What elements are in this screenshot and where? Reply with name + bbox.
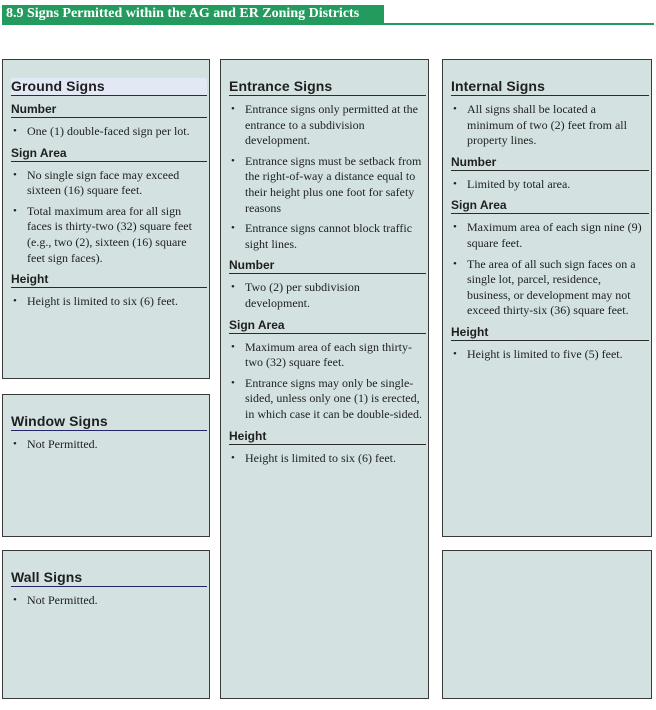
title-divider [2, 23, 654, 25]
internal-height-heading: Height [451, 325, 649, 341]
entrance-signs-panel [220, 59, 429, 699]
internal-signs-title: Internal Signs [451, 78, 649, 96]
ground-signs-title: Ground Signs [11, 78, 207, 96]
wall-signs-title: Wall Signs [11, 569, 207, 587]
list-item: • Not Permitted. [27, 437, 203, 453]
internal-signs-panel [442, 59, 652, 537]
ground-area-list [3, 168, 209, 267]
entrance-general-list [221, 102, 428, 252]
section-title: 8.9 Signs Permitted within the AG and ER Zoning Districts [2, 5, 384, 23]
entrance-height-heading: Height [229, 429, 426, 445]
list-item: • Not Permitted. [27, 593, 203, 609]
ground-height-list [3, 294, 209, 310]
internal-number-list [443, 177, 651, 193]
entrance-height-list [221, 451, 428, 467]
internal-area-list [443, 220, 651, 319]
list-item: • One (1) double-faced sign per lot. [27, 124, 203, 140]
entrance-sign-area-heading: Sign Area [229, 318, 426, 334]
list-item: • Two (2) per subdivision development. [245, 280, 422, 311]
list-item: • No single sign face may exceed sixteen (16) square feet. [27, 168, 203, 199]
list-item: • Entrance signs must be setback from the right-of-way a distance equal to their height plus one foot for safety reasons [245, 154, 422, 216]
list-item: • Entrance signs only permitted at the entrance to a subdivision development. [245, 102, 422, 149]
list-item: • Entrance signs cannot block traffic sight lines. [245, 221, 422, 252]
window-signs-panel [2, 394, 210, 537]
entrance-number-heading: Number [229, 258, 426, 274]
ground-sign-area-heading: Sign Area [11, 146, 207, 162]
list-item: • Limited by total area. [467, 177, 645, 193]
list-item: • Total maximum area for all sign faces is thirty-two (32) square feet (e.g., two (2), sixteen (16) square feet sign faces). [27, 204, 203, 266]
entrance-signs-title: Entrance Signs [229, 78, 426, 96]
list-item: • Height is limited to five (5) feet. [467, 347, 645, 363]
entrance-area-list [221, 340, 428, 423]
list-item: • Maximum area of each sign thirty-two (32) square feet. [245, 340, 422, 371]
internal-sign-area-heading: Sign Area [451, 198, 649, 214]
internal-general-list [443, 102, 651, 149]
ground-number-list [3, 124, 209, 140]
internal-number-heading: Number [451, 155, 649, 171]
ground-number-heading: Number [11, 102, 207, 118]
list-item: • Height is limited to six (6) feet. [245, 451, 422, 467]
window-signs-title: Window Signs [11, 413, 207, 431]
list-item: • Maximum area of each sign nine (9) square feet. [467, 220, 645, 251]
window-list [3, 437, 209, 453]
list-item: • Height is limited to six (6) feet. [27, 294, 203, 310]
entrance-number-list [221, 280, 428, 311]
list-item: • Entrance signs may only be single-sided, unless only one (1) is erected, in which case it can be double-sided. [245, 376, 422, 423]
wall-list [3, 593, 209, 609]
list-item: • All signs shall be located a minimum of two (2) feet from all property lines. [467, 102, 645, 149]
empty-panel [442, 550, 652, 699]
internal-height-list [443, 347, 651, 363]
ground-height-heading: Height [11, 272, 207, 288]
list-item: • The area of all such sign faces on a single lot, parcel, residence, business, or development may not exceed thirty-six (36) square feet. [467, 257, 645, 319]
ground-signs-panel [2, 59, 210, 379]
wall-signs-panel [2, 550, 210, 699]
